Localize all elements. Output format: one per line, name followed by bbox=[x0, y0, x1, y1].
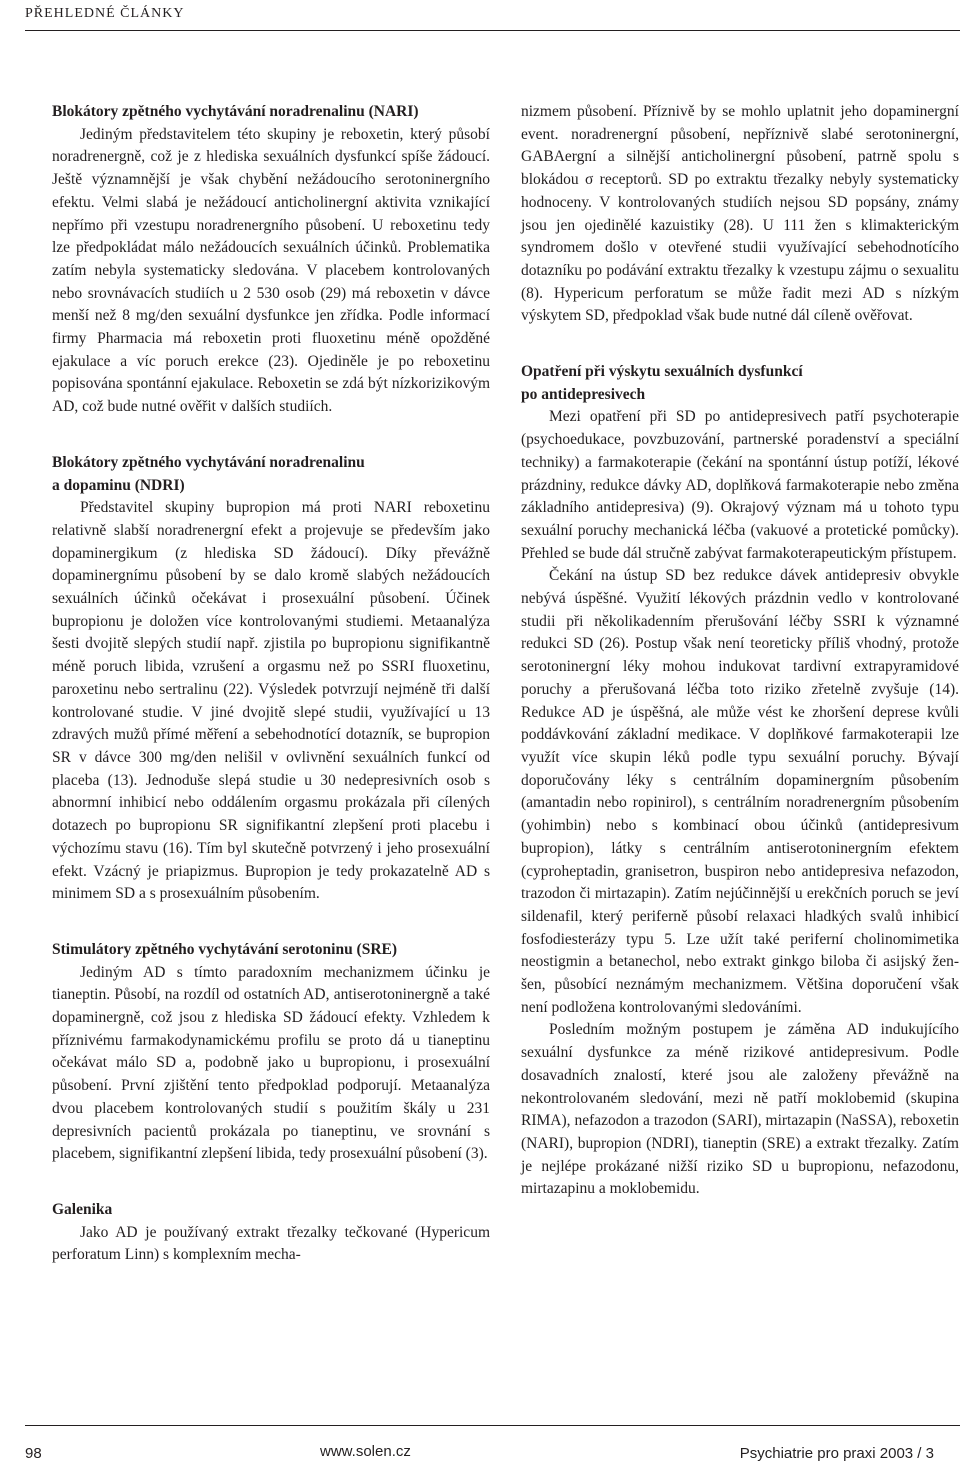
header-rule bbox=[25, 30, 960, 31]
page-number: 98 bbox=[25, 1445, 42, 1462]
measures-heading-line1: Opatření při výskytu sexuálních dysfunkcí bbox=[521, 363, 803, 381]
journal-citation: Psychiatrie pro praxi 2003 / 3 bbox=[739, 1445, 934, 1462]
ndri-heading-line2: a dopaminu (NDRI) bbox=[52, 476, 185, 494]
footer-url-link[interactable]: www.solen.cz bbox=[320, 1443, 411, 1460]
footer-rule bbox=[25, 1425, 960, 1426]
galenika-heading: Galenika bbox=[52, 1200, 113, 1218]
nari-paragraph: Jediným představitelem této skupiny je reboxetin, který působí noradrenergně, což je z hlediska sexuálních dysfunkcí spíše žádoucí. Ještě významnější je však chybění nežádoucího serotoninergního efektu. Velmi slabá je nežádoucí anticholinergní aktivita vznikající nepřímo při vzestupu noradrenergního působení. U reboxetinu tedy lze předpokládat málo nežádoucích sexuálních účinků. Problematika zatím nebyla systematicky sledována. V placebem kontrolovaných nebo srovnávacích studiích u 2 530 osob (29) má reboxetin v dávce menší než 8 mg/den sexuální dysfunkce jen zřídka. Podle informací firmy Pharmacia má reboxetin proti fluoxetinu méně opožděné ejakulace a víc poruch erekce (23). Ojediněle je po reboxetinu popisována spontánní ejakulace. Reboxetin se zdá být nízkorizikovým AD, což bude nutné ověřit v dalších studiích. bbox=[52, 125, 490, 416]
measures-paragraph-2: Čekání na ústup SD bez redukce dávek antidepresiv obvykle nebývá úspěšné. Využití lékových prázdnin vedlo v kontrolované studii při několikadenním přerušování léčby SSRI k významné redukci SD (26). Postup však není teoreticky příliš vhodný, protože serotoninergní léky mohou indukovat tardivní extrapyramidové poruchy a přerušovaná léčba toto riziko zřetelně zvyšuje (14). Redukce AD je úspěšná, ale může vést ke zhoršení deprese kvůli poddávkování základní medikace. V doplňkové farmakoterapii lze využít více skupin léků podle typu sexuální poruchy. Bývají doporučovány léky s centrálním dopaminergním působením (amantadin nebo ropinirol), s centrálním noradrenergním působením (yohimbin) nebo s kombinací obou účinků (antidepresivum bupropion), látky s centrálním antiserotoninergním efektem (cyproheptadin, granisetron, buspiron nebo antidepresiva nefazodon, trazodon či mirtazapin). Zatím nejúčinnější u erekčních poruch se jeví sildenafil, který periferně působí relaxaci hladkých svalů inhibicí fosfodiesterázy typu 5. Lze užít také periferní cholinomimetika neostigmin a betanechol, nebo extrakt ginkgo biloba či asijský žen-šen, působící neznámým mechanizmem. Většina doporučení však není podložena kontrolovanými sledováními. bbox=[521, 567, 959, 1016]
sre-heading: Stimulátory zpětného vychytávání serotoninu (SRE) bbox=[52, 940, 398, 958]
section-label: PŘEHLEDNÉ ČLÁNKY bbox=[25, 6, 185, 21]
ndri-paragraph: Představitel skupiny bupropion má proti NARI reboxetinu relativně slabší noradrenergní efekt a projevuje se především jako dopaminergikum (z hlediska SD žádoucí). Díky převážně dopaminergnímu působení by se dalo kromě slabých nežádoucích sexuálních účinků očekávat i prosexuální působení. Účinek bupropionu je doložen více kontrolovanými studiemi. Metaanalýza šesti dvojitě slepých studií např. zjistila po bupropionu signifikantně méně poruch libida, vzrušení a orgasmu než po SSRI fluoxetinu, paroxetinu nebo sertralinu (22). Výsledek potvrzují nejméně tři další kontrolované studie. V jiné dvojitě slepé studii, využívající u 13 zdravých mužů přímé měření a sebehodnotící dotazník, se bupropion SR v dávce 300 mg/den nelišil v ovlivnění sexuálních funkcí od placeba (13). Jednoduše slepá studie u 30 nedepresivních osob s abnormní inhibicí nebo oddálením orgasmu prokázala při cílených dotazech po bupropionu SR signifikantní zlepšení proti placebu i výchozímu stavu (16). Tím byl skutečně potvrzený i jeho prosexuální efekt. Vzácný je priapizmus. Bupropion je tedy prokazatelně AD s minimem SD a s prosexuálním působením. bbox=[52, 499, 490, 903]
galenika-paragraph-continued: nizmem působení. Příznivě by se mohlo uplatnit jeho dopaminergní event. noradrenergní působení, nepříznivě slabé serotoninergní, GABAergní a silnější anticholinergní působení, patrně spolu s blokádou σ receptorů. SD po extraktu třezalky nebyly systematicky hodnoceny. V kontrolovaných studiích nejsou SD popsány, známy jsou jen ojedinělé kazuistiky (28). U 111 žen s klimakterickým syndromem došlo v otevřené studii využívající sebehodnotícího dotazníku po podávání extraktu třezalky k vzestupu zájmu o sexualitu (8). Hypericum perforatum se může řadit mezi AD s nízkým výskytem SD, předpoklad však bude nutné dál cíleně ověřovat. bbox=[521, 103, 959, 325]
sre-paragraph: Jediným AD s tímto paradoxním mechanizmem účinku je tianeptin. Působí, na rozdíl od ostatních AD, antiserotoninergně a také dopaminergně, což jsou z hlediska SD žádoucí efekty. Vzhledem k příznivému farmakodynamickému profilu se proto dá u tianeptinu očekávat málo SD a, podobně jako u bupropionu, i prosexuální působení. První zjištění tento předpoklad podporují. Metaanalýza dvou placebem kontrolovaných studií s použitím škály u 231 depresivních pacientů prokázala po tianeptinu, ve srovnání s placebem, signifikantní zlepšení libida, tedy prosexuální působení (3). bbox=[52, 963, 490, 1163]
measures-paragraph-3: Posledním možným postupem je záměna AD indukujícího sexuální dysfunkce za méně rizikové antidepresivum. Podle dosavadních znalostí, které jsou ale založeny převážně na nekontrolovaném sledování, mezi ně patří moklobemid (skupina RIMA), nefazodon a trazodon (SARI), mirtazapin (NaSSA), reboxetin (NARI), bupropion (NDRI), tianeptin (SRE) a extrakt třezalky. Zatím je nejlépe prokázané nižší riziko SD u bupropionu, nefazodonu, mirtazapinu a moklobemidu. bbox=[521, 1021, 959, 1198]
left-column bbox=[52, 101, 490, 1267]
measures-paragraph-1: Mezi opatření při SD po antidepresivech patří psychoterapie (psychoedukace, povzbuzování, partnerské poradenství a speciální techniky) a farmakoterapie (čekání na spontánní ústup potíží, lékové prázdniny, redukce dávky AD, doplňková farmakoterapie nebo změna základního antidepresiva) (9). Okrajový význam má u tohoto typu sexuální poruchy mechanická léčba (vakuové a protetické pomůcky). Přehled se bude dál stručně zabývat farmakoterapeutickým přístupem. bbox=[521, 408, 959, 562]
galenika-paragraph: Jako AD je používaný extrakt třezalky tečkované (Hypericum perforatum Linn) s komplexním mecha- bbox=[52, 1223, 490, 1264]
nari-heading: Blokátory zpětného vychytávání noradrenalinu (NARI) bbox=[52, 103, 419, 120]
measures-heading-line2: po antidepresivech bbox=[521, 385, 646, 403]
ndri-heading-line1: Blokátory zpětného vychytávání noradrenalinu bbox=[52, 453, 365, 471]
right-column bbox=[521, 101, 959, 1201]
